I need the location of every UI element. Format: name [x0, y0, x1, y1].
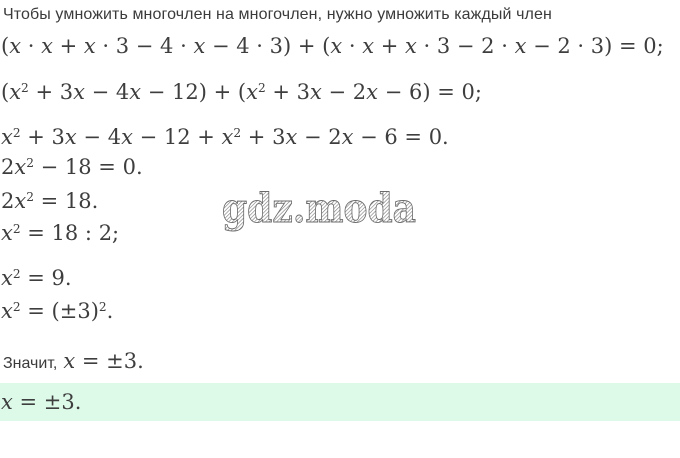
- equation-step: $x^2 = (\pm 3)^2$.: [1, 299, 114, 323]
- watermark-text: gdz.moda: [222, 185, 416, 232]
- intro-text: Чтобы умножить многочлен на многочлен, нужно умножить каждый член: [3, 6, 552, 23]
- equation-step: $2x^2 - 18 = 0$.: [1, 155, 143, 179]
- equation-step: $2x^2 = 18$.: [1, 189, 99, 213]
- equation-step: (x · x + x · 3 − 4 · x − 4 · 3) + (x · x + x · 3 − 2 · x − 2 · 3) = 0;: [1, 34, 664, 58]
- equation-step: $x^2 + 3x - 4x - 12 + x^2 + 3x - 2x - 6 = 0$.: [1, 125, 449, 149]
- equation-step: $(x^2 + 3x - 4x - 12) + (x^2 + 3x - 2x - 6) = 0$;: [1, 80, 482, 104]
- answer-highlight-row: [0, 383, 680, 421]
- equation-step: $x^2 = 18$ : 2;: [1, 221, 120, 245]
- watermark: [221, 185, 425, 237]
- conclusion-line: [3, 349, 144, 373]
- conclusion-math: x = ±3.: [63, 349, 144, 373]
- conclusion-label: Значит,: [3, 355, 58, 372]
- equation-step: $x^2 = 9$.: [1, 266, 72, 290]
- answer-math: x = ±3.: [1, 389, 82, 414]
